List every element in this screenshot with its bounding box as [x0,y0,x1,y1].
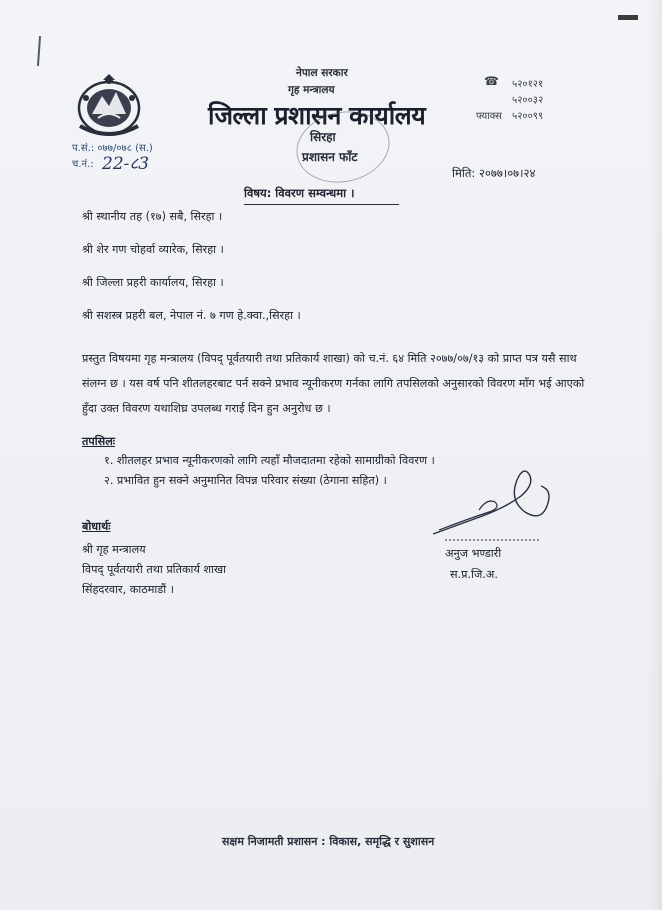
nepal-emblem-icon [70,70,148,140]
footer-motto: सक्षम निजामती प्रशासन : विकास, समृद्धि र सुशासन [222,835,435,848]
details-item: २. प्रभावित हुन सक्ने अनुमानित विपन्न परिवार संख्या (ठेगाना सहित) । [104,474,387,487]
government-name: नेपाल सरकार [296,67,348,79]
letter-reference-number: प.सं.: ०७७/०७८ (स.) [72,143,153,154]
details-heading: तपसिलः [82,435,116,448]
body-paragraph: प्रस्तुत विषयमा गृह मन्त्रालय (विपद् पूर्वतयारी तथा प्रतिकार्य शाखा) को च.नं. ६४ मिति २०७७/०७/१३ को प्राप्त पत्र यसै साथ संलग्न छ । यस वर्ष पनि शीतलहरबाट पर्न सक्ने प्रभाव न्यूनीकरण गर्नका लागि तपसिलको अनुसारको विवरण माँग भई आएको हुँदा उक्त विवरण यथाशिघ्र उपलब्ध गराई दिन हुन अनुरोध छ । [82,352,585,415]
signatory-title: स.प्र.जि.अ. [450,568,498,581]
recipient-line: श्री जिल्ला प्रहरी कार्यालय, सिरहा । [82,276,224,289]
phone-number-2: ५२००३२ [512,95,544,106]
cc-line: सिंहदरवार, काठमाडौं । [82,583,174,596]
fax-number: ५२००९९ [512,111,544,122]
cc-line: विपद् पूर्वतयारी तथा प्रतिकार्य शाखा [82,563,227,576]
subject-underline [244,204,399,205]
scan-edge-mark [618,15,638,20]
letter-date: मिति: २०७७।०७।२४ [452,166,536,180]
signatory-name: अनुज भण्डारी [445,547,502,560]
signature-scribble [425,456,565,546]
dispatch-number-handwritten: 22-८3 [102,154,150,174]
section-name: प्रशासन फाँट [302,150,358,164]
fax-label: फ्याक्स [476,111,502,122]
subject-line: विषय: विवरण सम्वन्धमा । [244,186,355,200]
ministry-name: गृह मन्त्रालय [288,84,335,96]
recipient-line: श्री स्थानीय तह (१७) सबै, सिरहा । [82,210,223,223]
cc-heading: बोधार्थः [82,520,111,533]
cc-line: श्री गृह मन्त्रालय [82,543,146,556]
recipient-line: श्री सशस्त्र प्रहरी बल, नेपाल नं. ७ गण हे.क्वा.,सिरहा । [82,309,301,322]
phone-number-1: ५२०१२१ [512,79,544,90]
details-item: १. शीतलहर प्रभाव न्यूनीकरणको लागि त्यहाँ मौजदातमा रहेको सामाग्रीको विवरण । [104,454,435,467]
district-name: सिरहा [310,130,336,144]
recipient-line: श्री शेर गण चोहर्वा व्यारेक, सिरहा । [82,243,224,256]
office-title: जिल्ला प्रशासन कार्यालय [208,101,426,130]
dispatch-number-label: च.नं.: [72,159,94,170]
page-shadow [648,0,662,910]
phone-icon: ☎ [484,74,499,88]
